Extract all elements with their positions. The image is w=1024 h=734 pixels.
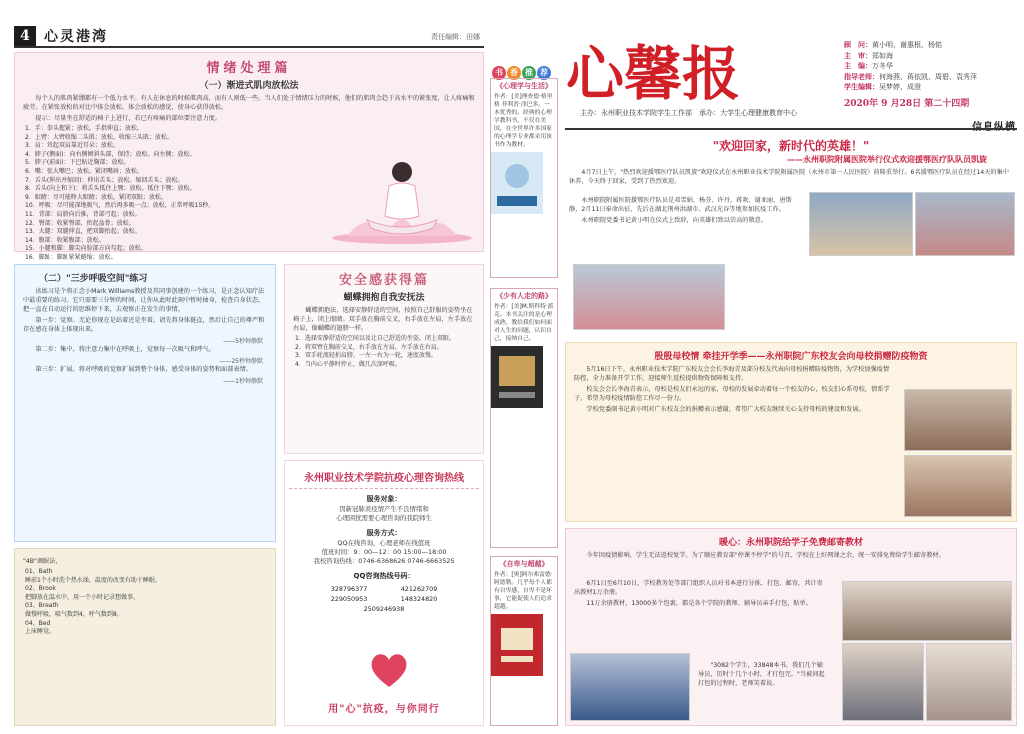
paragraph: 该练习是个将正念小Mark Williams教授及其同事创建的一个练习，是正念认知疗法中最重要的练习。它只需要三分钟的时间，让你从此时此刻中暂时抽身，检查自身状态，把一直在自动运行的思维停下来，去观察正在发生的事情。 (23, 288, 265, 313)
sleep-tip: 上床睡觉。 (25, 628, 56, 636)
paragraph: "4B"调眠法， (23, 558, 62, 565)
article-text-column (565, 196, 803, 227)
photo-staff (926, 643, 1012, 721)
relaxation-step: 4．脖子(侧面)：向右侧倾斜头部，保持；放松。向左侧；放松。 (25, 150, 196, 158)
article-paragraph: 4月7日上午，"热烈欢迎援鄂医疗队员凯旋"欢迎仪式在永州职业技术学院附属医院（永州市第一人民医院）前隆重举行。6名援鄂医疗队员在经过14天的集中休养，今天终于回家，受到了热烈欢迎。 (569, 169, 1009, 185)
sleep-tip: 02、Brook (25, 585, 56, 593)
section-title: 情绪处理篇 (206, 61, 292, 76)
article-text-column (690, 661, 836, 690)
safety-section (284, 264, 484, 454)
hotline-section (284, 460, 484, 726)
credit-row: 主 编：万冬华 (844, 62, 893, 71)
book-cover-image (491, 614, 543, 676)
photo-meeting (904, 455, 1012, 517)
column-label (972, 118, 1016, 133)
paragraph: 第二步：集中。将注意力集中在呼吸上，觉察每一次吸气和呼气。 (35, 346, 215, 353)
book-cover-image (491, 152, 543, 214)
method-line: 值班时间：9：00—12：00 15:00—18:00 (321, 548, 447, 556)
sleep-tip: 做慢呼吸，吸气数到4，呼气数到8。 (25, 610, 123, 618)
issue-date: 2020年 9 月28日 第二十四期 (844, 98, 970, 109)
book-text: 作者：[美]M.斯科特·派克。本书关注的是心理成熟，教给我们如何面对人生的问题，认识自己，接纳自己。 (494, 304, 554, 342)
relaxation-section (14, 52, 484, 261)
article-paragraph: 永州职院附属医院援鄂医疗队员是邓雪娟、杨芬、许丹、蒋欢、谢亚丽、唐斯静，2月11日奉命出征，先后在湖北荆州洪湖市、武汉光谷等地参加抗疫工作。 (569, 197, 792, 213)
paragraph: 第一步：觉察。无论你现在是站着还是坐着，请先将身体挺直，然后让自己的尊严和存在感在身体上体现出来。 (23, 317, 265, 333)
divider (565, 128, 1017, 130)
hotline-title: 永州职业技术学院抗疫心理咨询热线 (289, 469, 479, 489)
relaxation-step: 1．手：拳头握紧；放松。手指伸直；放松。 (25, 125, 143, 132)
qq-number: 421262709 (400, 585, 438, 593)
article-paragraph: 学校党委副书记黄小明对广东校友会的捐赠表示感谢，希望广大校友继续关心支持母校的建设和发展。 (586, 406, 865, 413)
sleep-tip: 01、Bath (25, 568, 53, 575)
sleep-tip: 04、Bed (25, 619, 51, 627)
book-card (490, 556, 558, 726)
method-label: 服务方式： (366, 529, 402, 537)
badge-char: 香 (507, 66, 521, 80)
article-text-column (566, 365, 898, 416)
safety-step: 4．当内心平静时停止，做几次深呼吸。 (295, 360, 401, 368)
section-subtitle: （二）"三步呼吸空间"练习 (39, 274, 148, 284)
photo-teachers (842, 581, 1012, 641)
book-text: 作者：[奥]阿尔弗雷德·阿德勒。几乎每个人都有自卑感，自卑不是坏事，它能促使人们追求超越。 (494, 572, 553, 610)
credit-row: 学生编辑：吴梦婷、成澄 (844, 83, 921, 92)
target-label: 服务对象： (366, 495, 402, 503)
photo-donation (904, 389, 1012, 451)
newspaper-logo (566, 40, 846, 108)
silence-note: ——1秒钟静默 (223, 378, 263, 385)
relaxation-step: 5．脖子(前面)：下巴贴近胸部；放松。 (25, 159, 130, 167)
photo-ceremony (809, 192, 913, 256)
sleep-tips-list (15, 568, 275, 637)
intro-paragraph: 每个人的肌肉紧绷都有一个低力水平。有人在休息的时候肌肉高，而有人则低一些。当人们处于情绪压力的时候，他们的肌肉会趋于高水平的紧张度，让人疼痛和疲劳。在紧张放松的对比中体会放松，体会放松的感觉，使身心获得放松。 (23, 95, 475, 111)
heart-icon (369, 651, 409, 689)
safety-step: 1．选择安静舒适的空间以及让自己舒适的坐姿，闭上双眼。 (295, 335, 455, 342)
article-paragraph: 11万余册教材，13000多个包裹，都是各个学院的教师、辅导员亲手打包，贴单。 (586, 600, 812, 607)
section-subtitle: （一）渐进式肌肉放松法 (199, 81, 299, 91)
article-paragraph: 6月1日至6月10日，学校教务处等部门组织人员对书本进行分拣、打包、邮寄，共计寄出教材1万余册。 (574, 580, 823, 596)
sleep-tip: 把脚放在温水中，用一个小时记录想做事。 (25, 593, 140, 601)
article-paragraph: 5月16日下午，永州职业技术学院广东校友会会长李海青及部分校友代表向母校捐赠防疫物资，为学校加强疫情防控，全力准备开学工作，迎接师生返校提供物资保障和支持。 (574, 366, 890, 382)
qq-number: 148324820 (400, 595, 438, 603)
article-paragraph: 今年因疫情影响，学生无法返校复学。为了顺应教育部"停课不停学"的号召，学校在上好网课之余，统一安排免费给学生邮寄教材。 (586, 552, 945, 559)
sleep-tips-section (14, 548, 276, 726)
relaxation-step: 3．肩：耸起双肩靠近耳朵；放松。 (25, 142, 119, 150)
relaxation-step: 6．嘴：张大嘴巴；放松。紧闭嘴唇；放松。 (25, 167, 143, 175)
article-text-column (566, 579, 836, 610)
book-title: 《心理学与生活》 (496, 82, 552, 90)
article-paragraph: "3082个学生，33848本书，我们几个辅导员，历时十几个小时，才打包完。"当被问起打包的过程时，老师笑着说。 (698, 662, 825, 687)
relaxation-step: 8．舌头(向上和下)：将舌头抵住上颚；放松。抵住下颚；放松。 (25, 185, 196, 193)
qq-number: 2509246938 (363, 605, 405, 613)
article-headline: 殷殷母校情 牵挂开学季——永州职院广东校友会向母校捐赠防疫物资 (654, 352, 928, 362)
target-line: 心理困扰需要心理咨询的我院师生 (336, 514, 432, 522)
book-text: 作者：[美]理查德·格里格 菲利普·津巴多。一本优秀的，经典的心理学教科书，不仅在美国，在全世界许多国家的心理学专业都采用该书作为教材。 (494, 94, 553, 148)
photo-boxes (842, 643, 924, 721)
sleep-tip: 睡前1个小时洗个热水澡，温度的改变有助于睡眠。 (25, 576, 161, 584)
article-headline: 暖心：永州职院给学子免费邮寄教材 (718, 538, 863, 548)
relaxation-step: 15．小腿和脚：脚尖向脸部方向勾起；放松。 (25, 245, 147, 253)
paragraph: 第三步：扩展。将对呼吸的觉察扩展到整个身体，感受身体的姿势和面部表情。 (35, 366, 252, 373)
article-welcome-heroes (565, 134, 1017, 334)
article-textbook-mailing (565, 528, 1017, 726)
relaxation-step: 11．背部：肩膀向后推，背部弓起；放松。 (25, 210, 141, 218)
section-title: 安全感获得篇 (338, 273, 429, 288)
credit-row: 指导老师：何海燕、蒋依凯、周碧、袁秀萍 (844, 72, 977, 81)
book-title: 《自卑与超越》 (499, 560, 549, 568)
photo-welcome (915, 192, 1015, 256)
qq-number: 328796377 (330, 585, 368, 593)
badge-char: 推 (522, 66, 536, 80)
photo-packing (570, 653, 690, 721)
credit-row: 主 审：郑如海 (844, 51, 893, 60)
book-card (490, 288, 558, 548)
relaxation-step: 12．臀部：收紧臀部，抬起盆骨；放松。 (25, 219, 135, 227)
article-alumni-donation (565, 342, 1017, 522)
book-card (490, 78, 558, 278)
article-headline: "欢迎回家，新时代的英雄！" (712, 139, 870, 153)
badge-char: 书 (492, 66, 506, 80)
book-title: 《少有人走的路》 (496, 292, 552, 300)
host-line: 主办：永州职业技术学院学生工作部 承办：大学生心理健康教育中心 (580, 109, 797, 117)
meditation-illustration (327, 150, 477, 245)
method-line: 我校咨询热线：0746-6368626 0746-6663525 (313, 557, 455, 565)
article-paragraph: 永州职院党委书记黄小明在仪式上致辞，向英雄们致以崇高的敬意。 (581, 217, 768, 224)
column-title: 心灵港湾 (44, 29, 108, 45)
target-line: 因新冠肺炎疫情产生不良情绪和 (339, 505, 429, 513)
qq-number-grid (314, 584, 454, 614)
guide-paragraph: 提示：尽量坐在舒适的椅子上进行，若已有疼痛的部位要注意力度。 (35, 115, 222, 122)
book-recommendation-column (490, 60, 558, 726)
article-paragraph: 校友会会长李海青表示，母校是校友们永远的家，母校的发展牵动着每一个校友的心，校友们心系母校，情系学子，希望为母校疫情防控工作尽一份力。 (574, 386, 890, 402)
relaxation-step: 10．呼吸：尽可能深地吸气，然后再多吸一点；放松，正常呼吸15秒。 (25, 202, 215, 210)
page-number: 4 (14, 26, 36, 46)
safety-step: 2．将双臂在胸前交叉，右手放在左肩，左手放在右肩。 (295, 343, 443, 351)
silence-note: ——25秒钟静默 (219, 358, 263, 365)
qq-label: QQ咨询热线号码： (353, 572, 415, 580)
badge-char: 荐 (537, 66, 551, 80)
silence-note: ——5秒钟静默 (223, 338, 263, 345)
paragraph: 蝴蝶拥抱法，选择安静舒适的空间，按照自己舒服的姿势坐在椅子上，闭上眼睛。双手放在胸前交叉，右手放在左肩，左手放在右肩，像蝴蝶的翅膀一样。 (293, 307, 473, 332)
relaxation-step: 2．上臂：大臂收缩二头肌；放松。收缩三头肌；放松。 (25, 133, 173, 141)
section-subtitle: 蝴蝶拥抱自我安抚法 (343, 293, 425, 303)
recommend-badge (492, 60, 556, 76)
safety-step: 3．双手轮流轻拍肩膀，一左一右为一轮，速度放慢。 (295, 352, 437, 360)
relaxation-step: 7．舌头(伸出并缩回)：伸出舌头；放松。缩回舌头；放松。 (25, 176, 184, 184)
svg-text:心馨报: 心馨报 (566, 40, 741, 108)
book-cover-image (491, 346, 543, 408)
photo-medical-team (573, 264, 725, 330)
method-line: QQ在线咨询，心理老师在线值班 (337, 539, 431, 547)
editor-credit: 责任编辑：田娜 (431, 33, 480, 41)
sleep-tip: 03、Breath (25, 602, 59, 610)
article-subheadline: ——永州职院附属医院举行仪式欢迎援鄂医疗队队员凯旋 (787, 155, 987, 164)
hotline-motto: 用"心"抗疫，与你同行 (328, 704, 440, 715)
relaxation-step: 13．大腿：双腿伸直，把双脚抬起；放松。 (25, 228, 141, 236)
left-page-header (14, 26, 484, 48)
relaxation-step: 14．腹部：收紧腹部；放松。 (25, 236, 105, 244)
safety-steps-list (285, 335, 483, 369)
relaxation-step: 9．眼睛：尽可能睁大眼睛；放松。紧闭双眼；放松。 (25, 193, 167, 201)
qq-number: 229050953 (330, 595, 368, 603)
credit-row: 顾 问：黄小明、谢惠根、杨铭 (844, 41, 942, 49)
relaxation-step: 16．脚趾：脚趾紧紧蜷缩；放松。 (25, 253, 117, 261)
masthead-credits (844, 40, 1014, 109)
breathing-space-section (14, 264, 276, 542)
